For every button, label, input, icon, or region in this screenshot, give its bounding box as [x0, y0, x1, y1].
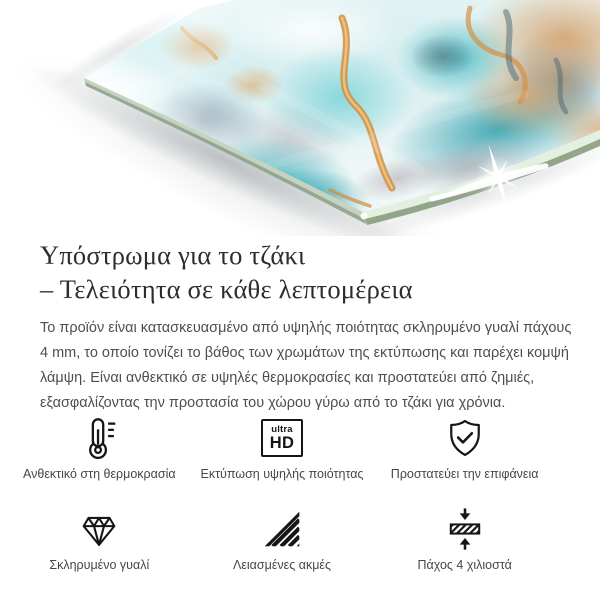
feature-tempered-glass	[8, 503, 191, 572]
feature-label: Προστατεύει την επιφάνεια	[390, 467, 539, 481]
glass-panel-art	[0, 0, 600, 236]
features-grid	[8, 412, 556, 572]
feature-label: Πάχος 4 χιλιοστά	[417, 558, 512, 572]
product-description: Το προϊόν είναι κατασκευασμένο από υψηλής ποιότητας σκληρυμένο γυαλί πάχους 4 mm, το οποίο τονίζει το βάθος των χρωμάτων της εκτύπωσης και παρέχει κομψή λάμψη. Είναι ανθεκτικό σε υψηλές θερμοκρασίες και προστατεύει από ζημιές, εξασφαλίζοντας την προστασία του χώρου γύρω από το τζάκι για χρόνια.	[40, 320, 572, 411]
page-title	[40, 238, 570, 306]
title-line-2: – Τελειότητα σε κάθε λεπτομέρεια	[40, 274, 413, 304]
feature-print-quality	[191, 412, 374, 481]
feature-heat-resistant	[8, 412, 191, 481]
thermometer-icon	[76, 412, 122, 464]
hero-image	[0, 0, 600, 236]
feature-label: Εκτύπωση υψηλής ποιότητας	[200, 467, 364, 481]
feature-label: Σκληρυμένο γυαλί	[49, 558, 150, 572]
diamond-icon	[76, 503, 122, 555]
feature-label: Ανθεκτικό στη θερμοκρασία	[23, 467, 176, 481]
feature-thickness	[373, 503, 556, 572]
polished-edges-icon	[260, 503, 304, 555]
title-line-1: Υπόστρωμα για το τζάκι	[40, 240, 306, 270]
ultra-hd-badge-bottom: HD	[269, 434, 295, 452]
ultra-hd-icon	[261, 412, 303, 464]
feature-surface-protection	[373, 412, 556, 481]
ultra-hd-badge-top: ultra	[271, 423, 293, 435]
shield-check-icon	[443, 412, 487, 464]
feature-polished-edges	[191, 503, 374, 572]
thickness-icon	[443, 503, 487, 555]
feature-label: Λειασμένες ακμές	[232, 558, 331, 572]
